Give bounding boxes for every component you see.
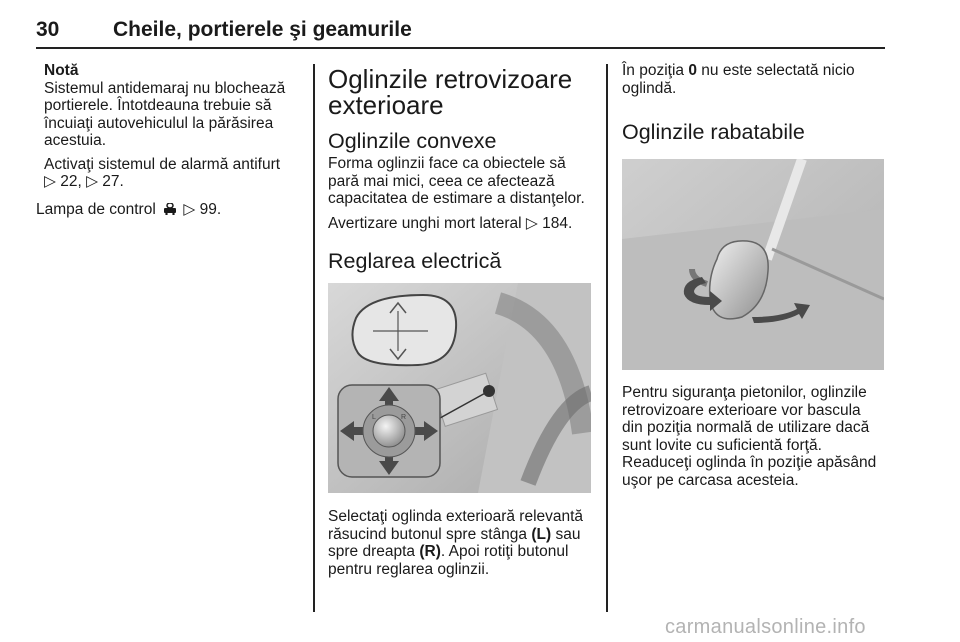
mirror-adjustment-illustration <box>328 283 591 493</box>
section-title: Oglinzile retrovizoare <box>328 64 573 94</box>
control-lamp-label: Lampa de control <box>36 200 156 218</box>
left-column <box>36 62 298 218</box>
svg-text:R: R <box>401 414 407 421</box>
select-mirror-text: pentru reglarea oglinzii. <box>328 560 490 578</box>
text-segment: nu este selectată nicio <box>696 62 855 79</box>
watermark: carmanualsonline.info <box>665 616 866 638</box>
note-line: încuiaţi autovehiculul la părăsirea <box>44 114 274 132</box>
right-column <box>622 62 892 489</box>
folding-text: sunt lovite cu suficientă forţă. <box>622 436 822 454</box>
select-mirror-text <box>328 526 596 544</box>
section-title-line2: exterioare <box>328 90 444 120</box>
column-divider-right <box>606 64 608 612</box>
right-key-label: (R) <box>419 543 441 560</box>
blind-spot-reference-link[interactable]: Avertizare unghi mort lateral ▷ 184. <box>328 214 573 232</box>
position-zero-text <box>622 62 892 80</box>
note-label: Notă <box>44 62 79 79</box>
column-divider-left <box>313 64 315 612</box>
note-line: acestuia. <box>44 132 107 149</box>
page-number: 30 <box>36 18 60 41</box>
text-segment: În poziţia <box>622 62 689 79</box>
text-segment: spre dreapta <box>328 543 420 560</box>
header-rule <box>36 47 885 49</box>
folding-text: Pentru siguranţa pietonilor, oglinzile <box>622 384 867 401</box>
middle-column <box>328 66 596 578</box>
text-segment: . Apoi rotiţi butonul <box>440 543 569 560</box>
alarm-reference-link[interactable]: ▷ 22, ▷ 27. <box>44 173 124 190</box>
folding-text: retrovizoare exterioare vor bascula <box>622 401 861 419</box>
position-zero-text: oglindă. <box>622 79 677 97</box>
note-line: Sistemul antidemaraj nu blochează <box>44 79 286 97</box>
car-lock-icon <box>163 203 177 215</box>
zero-position-label: 0 <box>688 62 697 79</box>
text-segment: răsucind butonul spre stânga <box>328 525 532 543</box>
chapter-title: Cheile, portierele şi geamurile <box>113 18 412 41</box>
convex-text: Forma oglinzii face ca obiectele să <box>328 155 566 172</box>
note-box <box>44 62 298 191</box>
convex-text: pară mai mici, ceea ce afectează <box>328 172 555 190</box>
alarm-text: Activaţi sistemul de alarmă antifurt <box>44 155 281 173</box>
mirror-glass-icon <box>352 295 456 365</box>
electric-adjustment-title: Reglarea electrică <box>328 249 502 273</box>
note-line: portierele. Întotdeauna trebuie să <box>44 97 272 114</box>
select-mirror-text: Selectaţi oglinda exterioară relevantă <box>328 508 584 525</box>
control-lamp-text <box>36 201 298 219</box>
control-lamp-reference-link[interactable]: ▷ 99. <box>183 200 222 218</box>
select-mirror-text <box>328 543 596 561</box>
text-segment: sau <box>551 525 581 543</box>
folding-text: din poziţia normală de utilizare dacă <box>622 419 870 436</box>
folding-mirrors-title: Oglinzile rabatabile <box>622 120 805 144</box>
convex-text: capacitatea de estimare a distanţelor. <box>328 190 585 207</box>
left-key-label: (L) <box>531 525 552 543</box>
folding-mirror-illustration <box>622 159 884 370</box>
convex-mirrors-title: Oglinzile convexe <box>328 129 497 153</box>
folding-text: Readuceţi oglinda în poziţie apăsând <box>622 454 877 471</box>
svg-text:L: L <box>372 414 376 421</box>
folding-text: uşor pe carcasa acesteia. <box>622 471 799 489</box>
page-header <box>0 0 960 52</box>
